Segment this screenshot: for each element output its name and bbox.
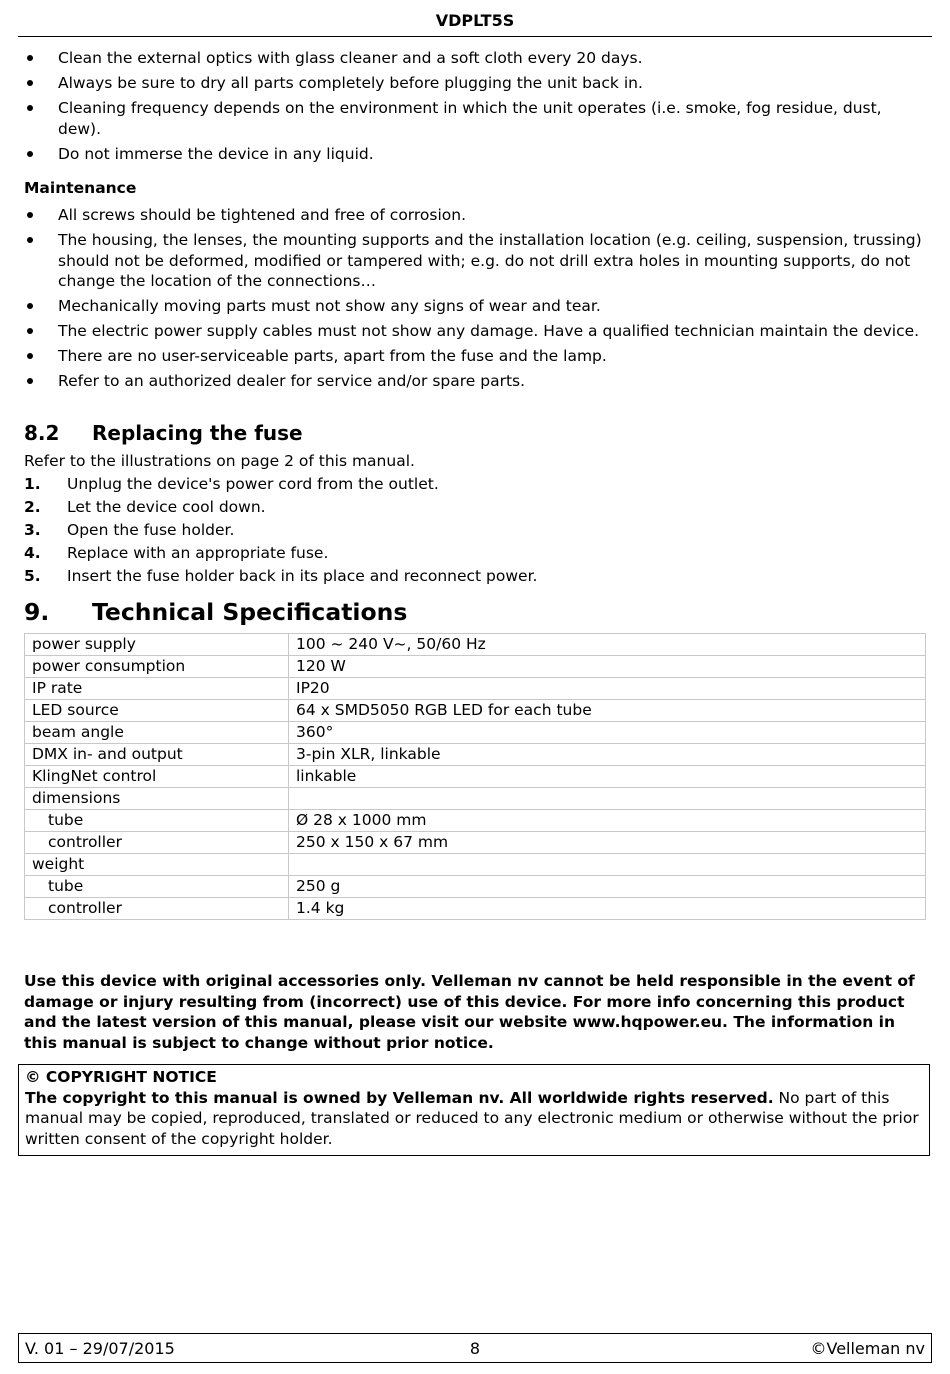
table-row: tube 250 g <box>25 876 926 898</box>
list-item: There are no user-serviceable parts, apart from the fuse and the lamp. <box>24 346 926 367</box>
page-footer <box>18 1333 932 1363</box>
version-date: V. 01 – 29/07/2015 <box>25 1339 175 1358</box>
list-item: 2. Let the device cool down. <box>24 498 266 516</box>
list-item: Always be sure to dry all parts completely before plugging the unit back in. <box>24 73 926 94</box>
table-row: power consumption 120 W <box>25 656 926 678</box>
specs-section-heading <box>24 598 407 626</box>
copyright-notice-box <box>18 1064 930 1156</box>
list-item: Cleaning frequency depends on the environment in which the unit operates (i.e. smoke, fog residue, dust, dew). <box>24 98 926 139</box>
section-title: Replacing the fuse <box>92 421 303 445</box>
copyright-owner: ©Velleman nv <box>810 1339 925 1358</box>
fuse-section-heading <box>24 421 303 445</box>
maintenance-heading: Maintenance <box>24 179 137 197</box>
list-item: Do not immerse the device in any liquid. <box>24 144 926 165</box>
list-item: Refer to an authorized dealer for service and/or spare parts. <box>24 371 926 392</box>
section-title: Technical Specifications <box>92 598 408 626</box>
list-item: 5. Insert the fuse holder back in its place and reconnect power. <box>24 567 538 585</box>
table-row: IP rate IP20 <box>25 678 926 700</box>
list-item: 1. Unplug the device's power cord from the outlet. <box>24 475 439 493</box>
table-row: dimensions <box>25 788 926 810</box>
table-row: power supply 100 ~ 240 V~, 50/60 Hz <box>25 634 926 656</box>
table-row: weight <box>25 854 926 876</box>
list-item: Clean the external optics with glass cleaner and a soft cloth every 20 days. <box>24 48 926 69</box>
table-row: beam angle 360° <box>25 722 926 744</box>
section-number: 9. <box>24 598 50 626</box>
fuse-steps-list <box>24 473 537 588</box>
list-item: The housing, the lenses, the mounting supports and the installation location (e.g. ceiling, suspension, trussing) should not be deformed, modified or tampered with; e.g. do not drill extra holes in mounting supports, do not change the location of the connections… <box>24 230 926 292</box>
section-number: 8.2 <box>24 421 60 445</box>
fuse-intro: Refer to the illustrations on page 2 of this manual. <box>24 452 415 470</box>
list-item: 4. Replace with an appropriate fuse. <box>24 544 329 562</box>
specs-table <box>24 633 926 920</box>
table-row: controller 250 x 150 x 67 mm <box>25 832 926 854</box>
list-item: The electric power supply cables must not show any damage. Have a qualified technician maintain the device. <box>24 321 926 342</box>
list-item: 3. Open the fuse holder. <box>24 521 235 539</box>
copyright-body: The copyright to this manual is owned by Velleman nv. All worldwide rights reserved. No part of this manual may be copied, reproduced, translated or reduced to any electronic medium or otherwise without the prior written consent of the copyright holder. <box>25 1088 919 1149</box>
table-row: DMX in- and output 3-pin XLR, linkable <box>25 744 926 766</box>
table-row: tube Ø 28 x 1000 mm <box>25 810 926 832</box>
disclaimer-notice: Use this device with original accessories only. Velleman nv cannot be held responsible in the event of damage or injury resulting from (incorrect) use of this device. For more info concerning this product and the latest version of this manual, please visit our website www.hqpower.eu. The information in this manual is subject to change without prior notice. <box>24 972 915 1053</box>
copyright-heading: © COPYRIGHT NOTICE <box>25 1068 217 1086</box>
table-row: controller 1.4 kg <box>25 898 926 920</box>
list-item: All screws should be tightened and free of corrosion. <box>24 205 926 226</box>
table-row: KlingNet control linkable <box>25 766 926 788</box>
list-item: Mechanically moving parts must not show any signs of wear and tear. <box>24 296 926 317</box>
table-row: LED source 64 x SMD5050 RGB LED for each tube <box>25 700 926 722</box>
maintenance-bullet-list <box>24 205 926 396</box>
page-number: 8 <box>469 1339 481 1358</box>
page-header: VDPLT5S <box>18 8 932 37</box>
cleaning-bullet-list <box>24 48 926 169</box>
